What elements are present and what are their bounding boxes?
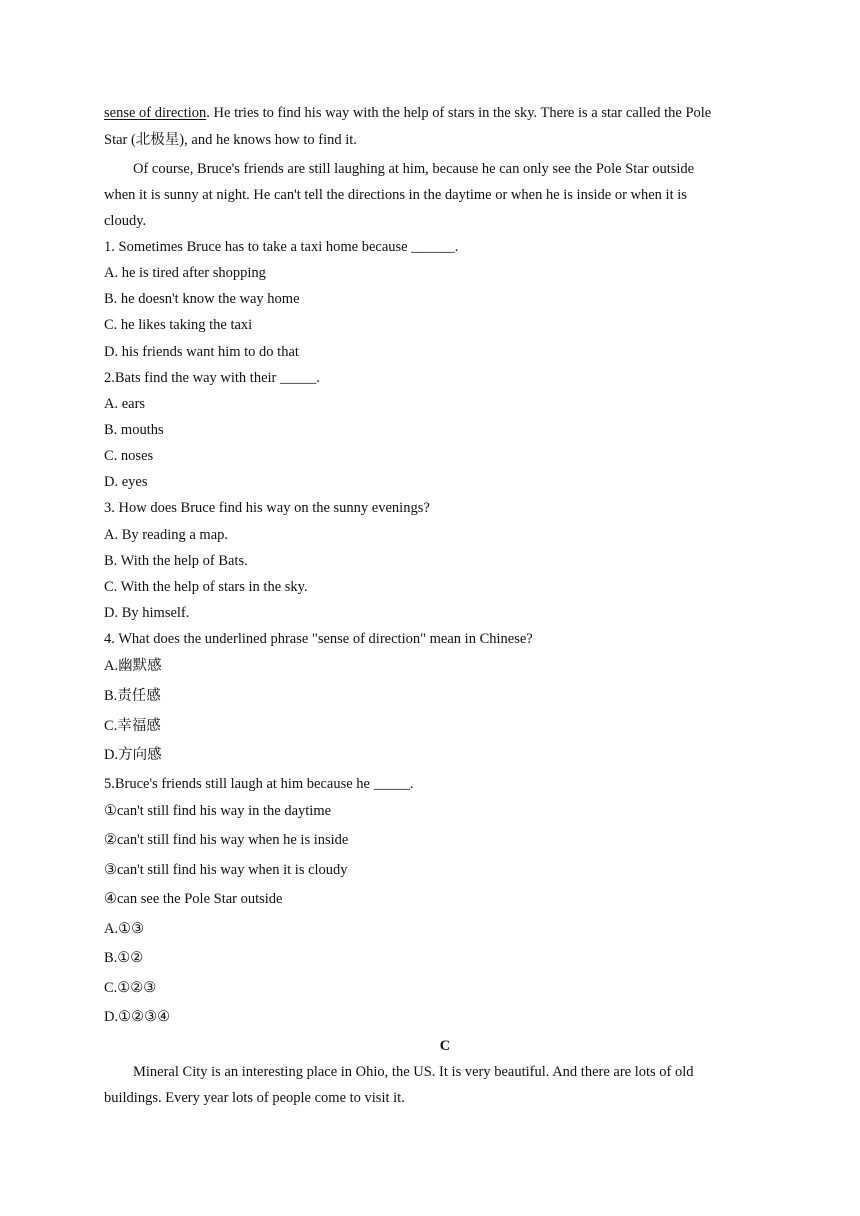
passage-text: . He tries to find his way with the help of stars in the sky. There is a star called the Pole: [206, 105, 712, 121]
passage-line: buildings. Every year lots of people come to visit it.: [104, 1090, 405, 1106]
passage-line: Star (北极星), and he knows how to find it.: [104, 132, 357, 148]
answer-option: A.①③: [104, 921, 145, 937]
answer-option: B.①②: [104, 950, 144, 966]
passage-line: [104, 104, 711, 122]
statement-item: ②can't still find his way when he is inside: [104, 832, 349, 848]
statement-item: ④can see the Pole Star outside: [104, 891, 283, 907]
passage-line: cloudy.: [104, 213, 147, 229]
question-stem: 1. Sometimes Bruce has to take a taxi home because ______.: [104, 239, 459, 255]
answer-option: C. With the help of stars in the sky.: [104, 579, 308, 595]
answer-option: A.幽默感: [104, 658, 162, 674]
answer-option: C. he likes taking the taxi: [104, 317, 253, 333]
question-stem: 5.Bruce's friends still laugh at him because he _____.: [104, 776, 414, 792]
answer-option: B. he doesn't know the way home: [104, 291, 300, 307]
answer-option: C. noses: [104, 448, 154, 464]
question-stem: 2.Bats find the way with their _____.: [104, 370, 320, 386]
answer-option: B. With the help of Bats.: [104, 553, 248, 569]
answer-option: C.①②③: [104, 980, 157, 996]
passage-line: when it is sunny at night. He can't tell the directions in the daytime or when he is inside or when it is: [104, 187, 687, 203]
answer-option: D. his friends want him to do that: [104, 344, 299, 360]
answer-option: A. he is tired after shopping: [104, 265, 266, 281]
passage-line: Of course, Bruce's friends are still laughing at him, because he can only see the Pole Star outside: [133, 161, 695, 177]
question-stem: 4. What does the underlined phrase "sense of direction" mean in Chinese?: [104, 631, 533, 647]
answer-option: D.方向感: [104, 747, 162, 763]
answer-option: C.幸福感: [104, 718, 161, 734]
question-stem: 3. How does Bruce find his way on the sunny evenings?: [104, 500, 430, 516]
answer-option: B.责任感: [104, 688, 161, 704]
answer-option: D.①②③④: [104, 1009, 171, 1025]
answer-option: A. By reading a map.: [104, 527, 229, 543]
answer-option: A. ears: [104, 396, 146, 412]
answer-option: B. mouths: [104, 422, 164, 438]
underlined-phrase: sense of direction: [104, 105, 207, 121]
statement-item: ③can't still find his way when it is cloudy: [104, 862, 348, 878]
section-heading: C: [439, 1038, 451, 1054]
passage-line: Mineral City is an interesting place in Ohio, the US. It is very beautiful. And there are lots of old: [133, 1064, 694, 1080]
answer-option: D. eyes: [104, 474, 148, 490]
statement-item: ①can't still find his way in the daytime: [104, 803, 332, 819]
answer-option: D. By himself.: [104, 605, 190, 621]
